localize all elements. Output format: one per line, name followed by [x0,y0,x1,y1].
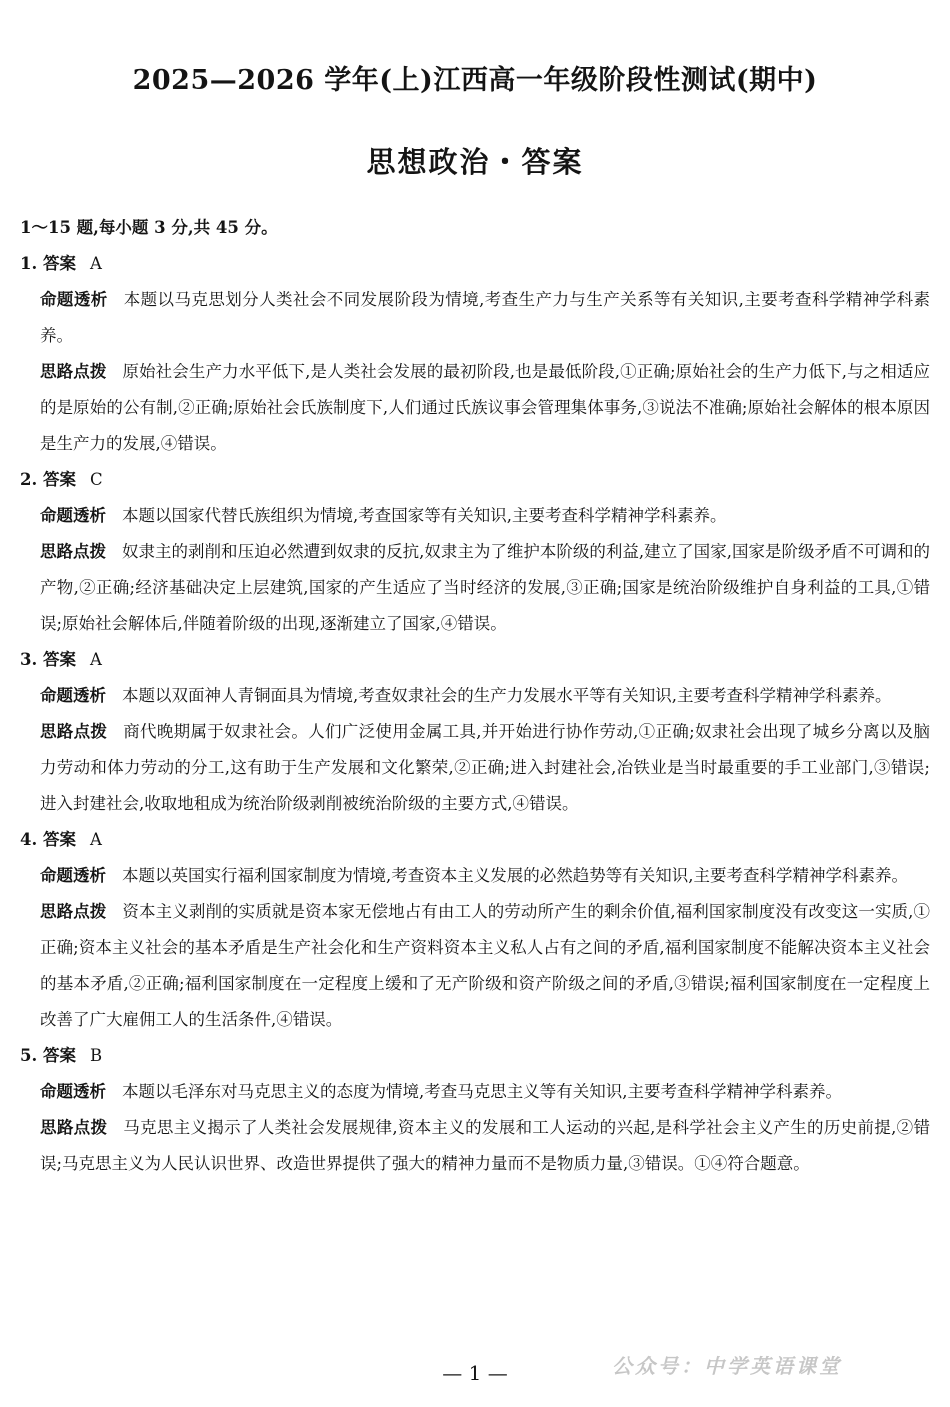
explanation-text: 马克思主义揭示了人类社会发展规律,资本主义的发展和工人运动的兴起,是科学社会主义产生的历史前提,②错误;马克思主义为人民认识世界、改造世界提供了强大的精神力量而不是物质力量,③错误。①④符合题意。 [40,1118,930,1173]
question-heading [20,822,930,858]
explanation-label: 思路点拨 [40,902,107,921]
question-number: 3. 答案 [20,650,76,669]
answer-letter: A [89,830,102,849]
question-number: 2. 答案 [20,470,76,489]
analysis-label: 命题透析 [40,290,108,309]
answer-content [20,210,930,1182]
question-heading [20,462,930,498]
answer-letter: A [89,254,102,273]
question-number: 1. 答案 [20,254,76,273]
explanation-paragraph [20,714,930,822]
analysis-text: 本题以英国实行福利国家制度为情境,考查资本主义发展的必然趋势等有关知识,主要考查科学精神学科素养。 [122,866,908,885]
explanation-paragraph [20,534,930,642]
watermark: 公众号：中学英语课堂 [612,1354,842,1378]
answer-letter: B [89,1046,103,1065]
analysis-label: 命题透析 [40,506,106,525]
explanation-label: 思路点拨 [40,542,107,561]
analysis-label: 命题透析 [40,866,106,885]
question-block [20,462,930,642]
question-heading [20,1038,930,1074]
analysis-text: 本题以马克思划分人类社会不同发展阶段为情境,考查生产力与生产关系等有关知识,主要考查科学精神学科素养。 [40,290,931,345]
question-heading [20,246,930,282]
explanation-paragraph [20,894,930,1038]
answer-letter: A [89,650,102,669]
question-number: 4. 答案 [20,830,76,849]
page-title: 2025—2026 学年(上)江西高一年级阶段性测试(期中) [132,65,818,96]
explanation-paragraph [20,354,930,462]
subject-title: 思想政治・答案 [366,145,584,179]
analysis-label: 命题透析 [40,1082,106,1101]
explanation-paragraph [20,1110,930,1182]
analysis-paragraph [20,858,930,894]
question-number: 5. 答案 [20,1046,76,1065]
analysis-text: 本题以毛泽东对马克思主义的态度为情境,考查马克思主义等有关知识,主要考查科学精神学科素养。 [122,1082,842,1101]
explanation-text: 资本主义剥削的实质就是资本家无偿地占有由工人的劳动所产生的剩余价值,福利国家制度没有改变这一实质,①正确;资本主义社会的基本矛盾是生产社会化和生产资料资本主义私人占有之间的矛盾,福利国家制度不能解决资本主义社会的基本矛盾,②正确;福利国家制度在一定程度上缓和了无产阶级和资产阶级之间的矛盾,③错误;福利国家制度在一定程度上改善了广大雇佣工人的生活条件,④错误。 [40,902,930,1029]
explanation-label: 思路点拨 [40,722,108,741]
analysis-paragraph [20,1074,930,1110]
analysis-paragraph [20,498,930,534]
explanation-label: 思路点拨 [40,362,107,381]
question-block [20,246,930,462]
answer-letter: C [89,470,103,489]
explanation-label: 思路点拨 [40,1118,108,1137]
analysis-paragraph [20,678,930,714]
question-heading [20,642,930,678]
section-intro: 1～15 题,每小题 3 分,共 45 分。 [20,218,278,237]
question-block [20,642,930,822]
analysis-label: 命题透析 [40,686,106,705]
explanation-text: 原始社会生产力水平低下,是人类社会发展的最初阶段,也是最低阶段,①正确;原始社会的生产力低下,与之相适应的是原始的公有制,②正确;原始社会氏族制度下,人们通过氏族议事会管理集体事务,③说法不准确;原始社会解体的根本原因是生产力的发展,④错误。 [40,362,930,453]
analysis-text: 本题以国家代替氏族组织为情境,考查国家等有关知识,主要考查科学精神学科素养。 [122,506,727,525]
question-block [20,1038,930,1182]
explanation-text: 奴隶主的剥削和压迫必然遭到奴隶的反抗,奴隶主为了维护本阶级的利益,建立了国家,国家是阶级矛盾不可调和的产物,②正确;经济基础决定上层建筑,国家的产生适应了当时经济的发展,③正确;国家是统治阶级维护自身利益的工具,①错误;原始社会解体后,伴随着阶级的出现,逐渐建立了国家,④错误。 [40,542,930,633]
analysis-text: 本题以双面神人青铜面具为情境,考查奴隶社会的生产力发展水平等有关知识,主要考查科学精神学科素养。 [122,686,892,705]
page-number: — 1 — [442,1361,508,1385]
question-block [20,822,930,1038]
analysis-paragraph [20,282,930,354]
explanation-text: 商代晚期属于奴隶社会。人们广泛使用金属工具,并开始进行协作劳动,①正确;奴隶社会出现了城乡分离以及脑力劳动和体力劳动的分工,这有助于生产发展和文化繁荣,②正确;进入封建社会,冶铁业是当时最重要的手工业部门,③错误;进入封建社会,收取地租成为统治阶级剥削被统治阶级的主要方式,④错误。 [40,722,930,813]
